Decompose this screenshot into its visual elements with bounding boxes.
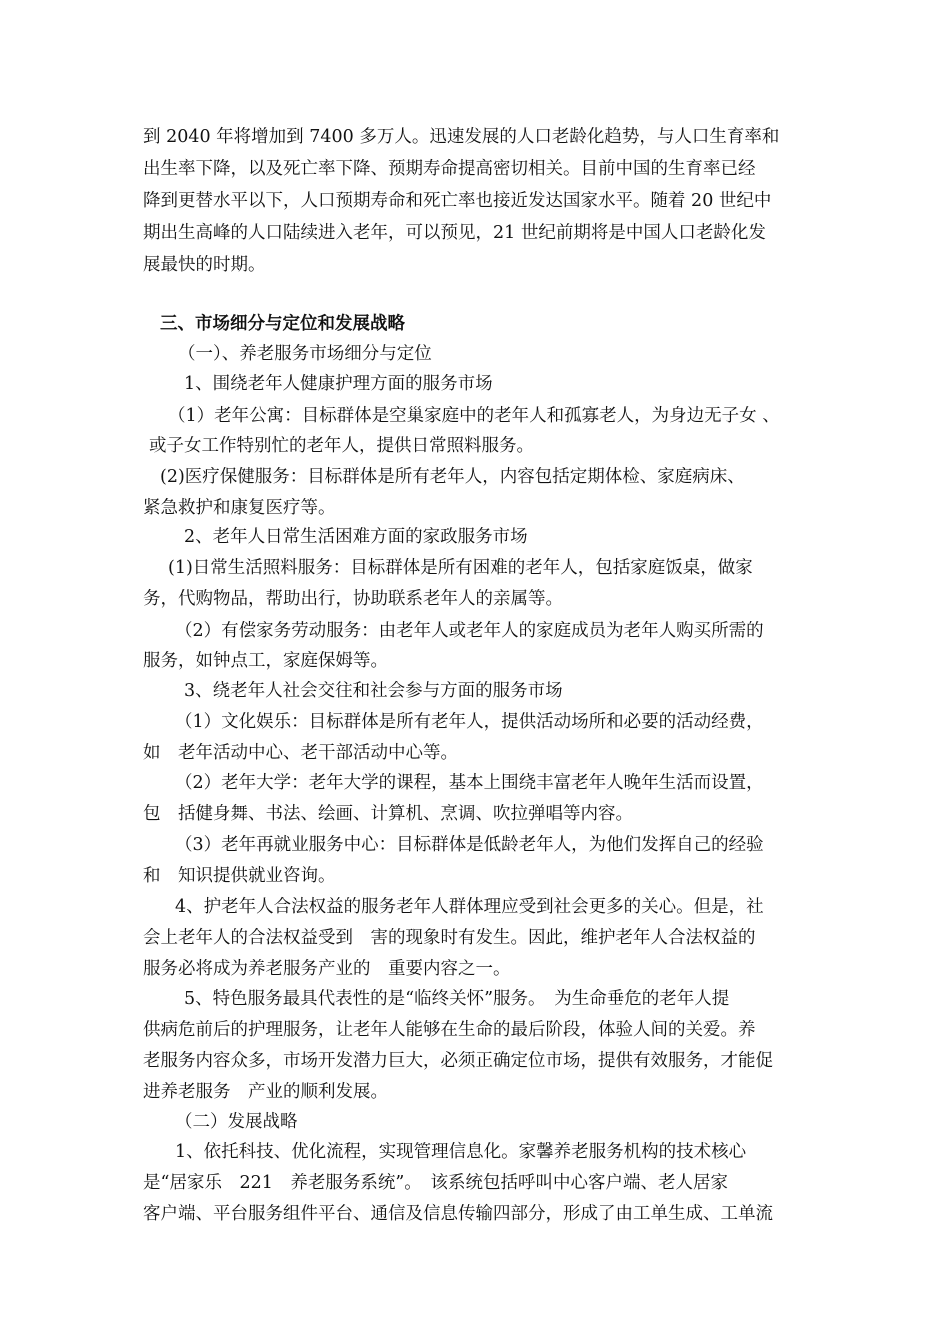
paragraph-line: （1）老年公寓：目标群体是空巢家庭中的老年人和孤寡老人，为身边无子女 、 <box>168 406 780 426</box>
paragraph-line: 和 知识提供就业咨询。 <box>143 866 336 886</box>
paragraph-line: 客户端、平台服务组件平台、通信及信息传输四部分，形成了由工单生成、工单流 <box>143 1204 773 1224</box>
item-title: 2、老年人日常生活困难方面的家政服务市场 <box>184 527 528 547</box>
paragraph-line: 5、特色服务最具代表性的是“临终关怀”服务。 为生命垂危的老年人提 <box>184 989 730 1009</box>
item-title: 1、围绕老年人健康护理方面的服务市场 <box>184 374 493 394</box>
subsection-title: （一）、养老服务市场细分与定位 <box>178 344 432 364</box>
paragraph-line: 期出生高峰的人口陆续进入老年，可以预见，21 世纪前期将是中国人口老龄化发 <box>143 223 766 243</box>
paragraph-line: 包 括健身舞、书法、绘画、计算机、烹调、吹拉弹唱等内容。 <box>143 804 633 824</box>
paragraph-line: 或子女工作特别忙的老年人，提供日常照料服务。 <box>149 436 534 456</box>
paragraph-line: 到 2040 年将增加到 7400 多万人。迅速发展的人口老龄化趋势，与人口生育率和 <box>143 127 780 147</box>
paragraph-line: (1)日常生活照料服务：目标群体是所有困难的老年人，包括家庭饭桌，做家 <box>168 558 753 578</box>
paragraph-line: (2)医疗保健服务：目标群体是所有老年人，内容包括定期体检、家庭病床、 <box>160 467 745 487</box>
item-title: 3、绕老年人社会交往和社会参与方面的服务市场 <box>184 681 563 701</box>
section-heading: 三、市场细分与定位和发展战略 <box>160 314 405 334</box>
paragraph-line: 进养老服务 产业的顺利发展。 <box>143 1082 388 1102</box>
paragraph-line: 服务，如钟点工，家庭保姆等。 <box>143 651 388 671</box>
paragraph-line: 出生率下降，以及死亡率下降、预期寿命提高密切相关。目前中国的生育率已经 <box>143 159 756 179</box>
paragraph-line: （3）老年再就业服务中心：目标群体是低龄老年人，为他们发挥自己的经验 <box>175 835 764 855</box>
paragraph-line: 展最快的时期。 <box>143 255 266 275</box>
paragraph-line: 1、依托科技、优化流程，实现管理信息化。家馨养老服务机构的技术核心 <box>175 1142 747 1162</box>
paragraph-line: 服务必将成为养老服务产业的 重要内容之一。 <box>143 959 511 979</box>
paragraph-line: （2）有偿家务劳动服务：由老年人或老年人的家庭成员为老年人购买所需的 <box>175 621 764 641</box>
paragraph-line: 如 老年活动中心、老干部活动中心等。 <box>143 743 458 763</box>
paragraph-line: 务，代购物品，帮助出行，协助联系老年人的亲属等。 <box>143 589 563 609</box>
paragraph-line: （1）文化娱乐：目标群体是所有老年人，提供活动场所和必要的活动经费， <box>175 712 764 732</box>
paragraph-line: 紧急救护和康复医疗等。 <box>143 498 336 518</box>
subsection-title: （二）发展战略 <box>175 1112 298 1132</box>
paragraph-line: 会上老年人的合法权益受到 害的现象时有发生。因此，维护老年人合法权益的 <box>143 928 756 948</box>
paragraph-line: 老服务内容众多，市场开发潜力巨大，必须正确定位市场，提供有效服务，才能促 <box>143 1051 773 1071</box>
paragraph-line: （2）老年大学：老年大学的课程，基本上围绕丰富老年人晚年生活而设置， <box>175 773 764 793</box>
paragraph-line: 降到更替水平以下，人口预期寿命和死亡率也接近发达国家水平。随着 20 世纪中 <box>143 191 772 211</box>
paragraph-line: 是“居家乐 221 养老服务系统”。 该系统包括呼叫中心客户端、老人居家 <box>143 1173 729 1193</box>
paragraph-line: 供病危前后的护理服务，让老年人能够在生命的最后阶段，体验人间的关爱。养 <box>143 1020 756 1040</box>
paragraph-line: 4、护老年人合法权益的服务老年人群体理应受到社会更多的关心。但是，社 <box>175 897 764 917</box>
